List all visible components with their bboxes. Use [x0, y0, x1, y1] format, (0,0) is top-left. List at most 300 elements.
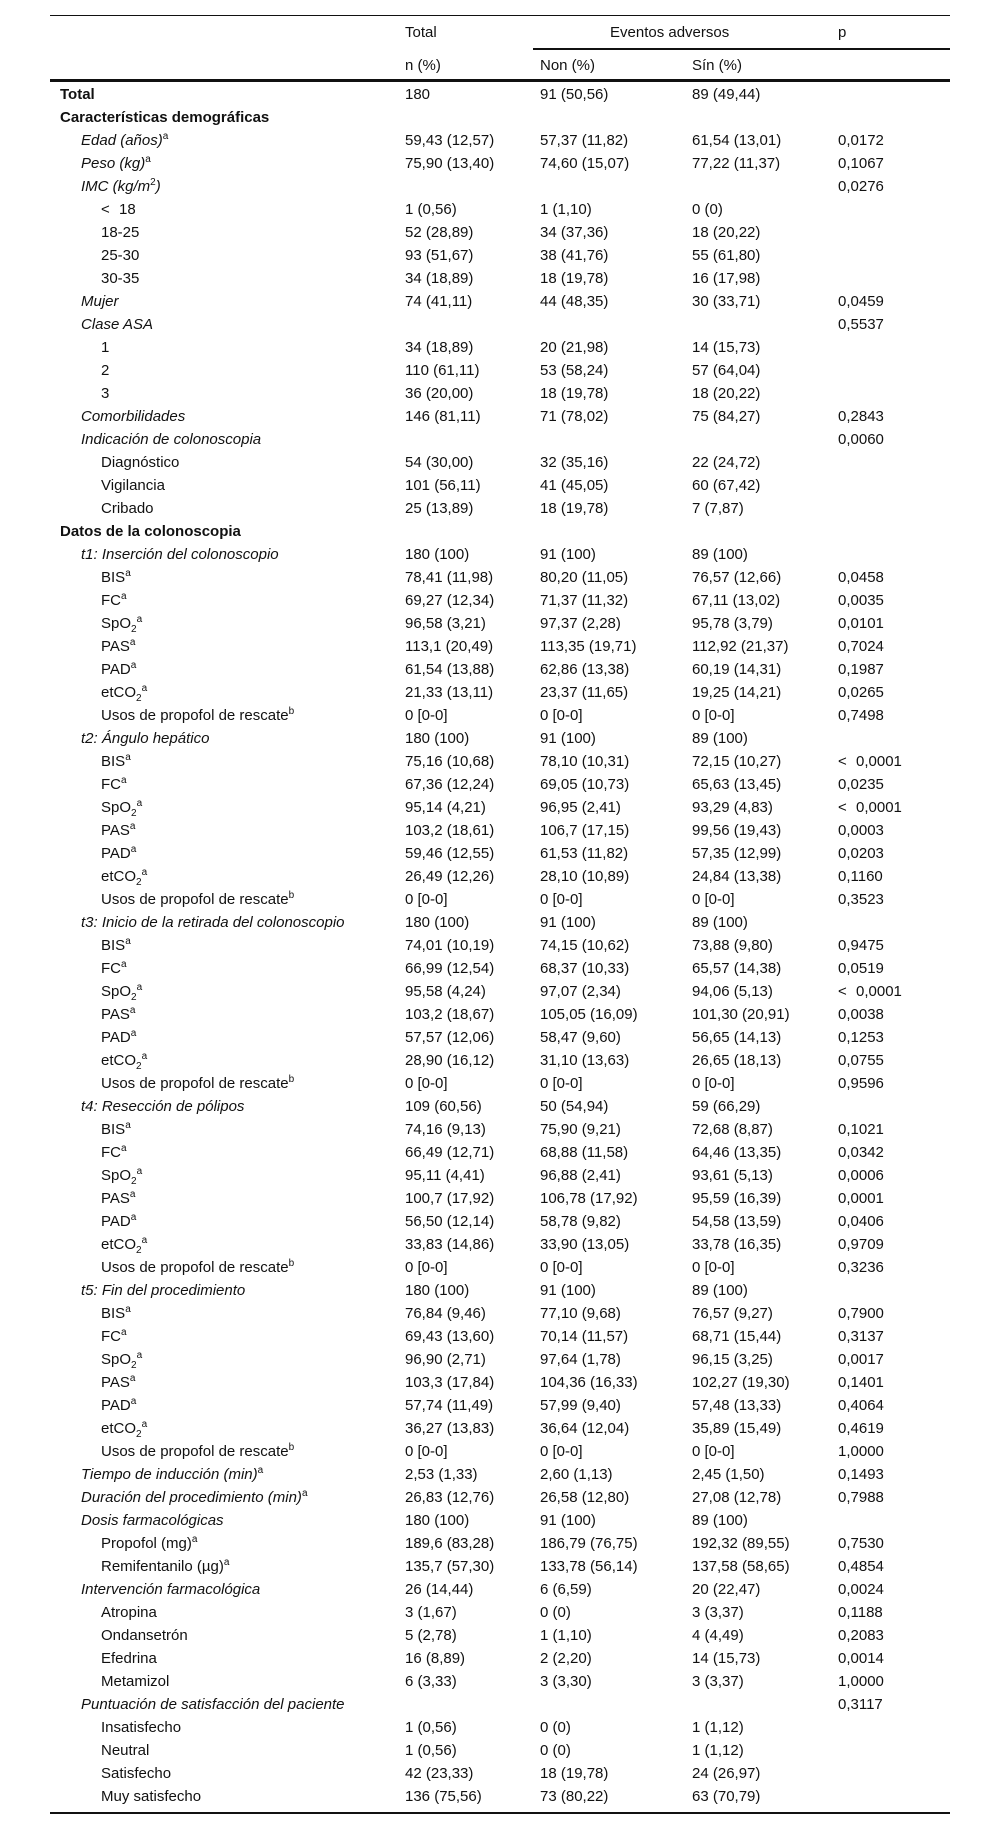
row-label — [101, 336, 109, 359]
footnote-marker: a — [129, 1373, 136, 1384]
cell-p-value — [838, 1141, 884, 1164]
cell-total: 103,2 (18,61) — [405, 822, 495, 839]
cell-total: 69,27 (12,34) — [405, 592, 495, 609]
row-label — [101, 474, 165, 497]
subvariable-row — [50, 796, 950, 819]
cell-total: 0 [0-0] — [405, 1075, 448, 1092]
less-than-sign: < — [838, 983, 847, 1000]
cell-total: 2,53 (1,33) — [405, 1466, 478, 1483]
row-label — [101, 1716, 181, 1739]
less-than-sign: < — [101, 201, 110, 218]
cell-p-value — [838, 1072, 884, 1095]
cell-total: 136 (75,56) — [405, 1788, 482, 1805]
cell-non: 91 (100) — [540, 1512, 596, 1529]
subvariable-row — [50, 474, 950, 497]
cell-non: 91 (100) — [540, 730, 596, 747]
cell-non: 33,90 (13,05) — [540, 1236, 630, 1253]
cell-non: 2,60 (1,13) — [540, 1466, 613, 1483]
subvariable-row — [50, 1003, 950, 1026]
cell-total: 100,7 (17,92) — [405, 1190, 495, 1207]
row-label-tail: ) — [155, 178, 161, 195]
subvariable-row — [50, 1164, 950, 1187]
row-label-text: etCO — [101, 1420, 137, 1437]
cell-non: 91 (100) — [540, 914, 596, 931]
cell-non: 34 (37,36) — [540, 224, 609, 241]
header-n-percent: n (%) — [405, 57, 441, 74]
subvariable-row — [50, 1440, 950, 1463]
row-label — [81, 543, 279, 566]
row-label-text: etCO — [101, 684, 137, 701]
p-value-text: 0,4854 — [838, 1558, 884, 1575]
cell-total: 180 (100) — [405, 1282, 470, 1299]
cell-p-value — [838, 1026, 884, 1049]
cell-p-value — [838, 658, 884, 681]
cell-total: 180 (100) — [405, 914, 470, 931]
footnote-marker: a — [129, 637, 136, 648]
cell-non: 0 (0) — [540, 1719, 571, 1736]
cell-p-value — [838, 750, 902, 773]
row-label-text: 25-30 — [101, 247, 140, 264]
subvariable-row — [50, 1371, 950, 1394]
cell-total: 26,49 (12,26) — [405, 868, 495, 885]
row-label-text: FC — [101, 1144, 121, 1161]
cell-non: 57,99 (9,40) — [540, 1397, 621, 1414]
row-label-text: PAS — [101, 1374, 130, 1391]
row-label — [101, 1670, 169, 1693]
row-label — [101, 842, 136, 865]
cell-p-value — [838, 589, 884, 612]
cell-p-value — [838, 1440, 884, 1463]
cell-total: 1 (0,56) — [405, 1742, 457, 1759]
footnote-marker: a — [257, 1465, 264, 1476]
row-label — [101, 497, 154, 520]
cell-sin: 0 [0-0] — [692, 1075, 735, 1092]
footnote-marker: a — [125, 752, 131, 763]
row-label-text: Mujer — [81, 293, 119, 310]
cell-non: 68,37 (10,33) — [540, 960, 630, 977]
cell-non: 31,10 (13,63) — [540, 1052, 630, 1069]
footnote-marker: a — [121, 959, 127, 970]
cell-p-value — [838, 313, 884, 336]
row-label-text: Intervención farmacológica — [81, 1581, 261, 1598]
row-label — [101, 1647, 157, 1670]
row-label-text: Usos de propofol de rescate — [101, 1259, 289, 1276]
row-label-text: SpO — [101, 799, 132, 816]
cell-total: 0 [0-0] — [405, 707, 448, 724]
subvariable-row — [50, 1348, 950, 1371]
row-label-text: FC — [101, 776, 121, 793]
cell-sin: 57,48 (13,33) — [692, 1397, 782, 1414]
cell-total: 0 [0-0] — [405, 1443, 448, 1460]
row-label — [101, 980, 142, 1003]
subscript: 2 — [131, 992, 137, 1003]
row-label — [81, 1509, 224, 1532]
cell-total: 0 [0-0] — [405, 891, 448, 908]
cell-sin: 24 (26,97) — [692, 1765, 761, 1782]
cell-total: 78,41 (11,98) — [405, 569, 494, 586]
row-label — [101, 888, 294, 911]
cell-sin: 0 [0-0] — [692, 1259, 735, 1276]
subscript: 2 — [136, 1245, 142, 1256]
subvariable-row — [50, 1762, 950, 1785]
p-value-text: 0,0001 — [856, 983, 902, 1000]
cell-total: 74 (41,11) — [405, 293, 473, 310]
cell-non: 18 (19,78) — [540, 500, 609, 517]
cell-sin: 7 (7,87) — [692, 500, 744, 517]
subvariable-row — [50, 244, 950, 267]
cell-total: 5 (2,78) — [405, 1627, 457, 1644]
cell-total: 57,74 (11,49) — [405, 1397, 494, 1414]
subvariable-row — [50, 497, 950, 520]
cell-non: 80,20 (11,05) — [540, 569, 629, 586]
subvariable-row — [50, 1785, 950, 1808]
header-adverse-events: Eventos adversos — [610, 24, 730, 41]
footnote-marker: a — [136, 982, 143, 993]
cell-sin: 89 (100) — [692, 730, 748, 747]
row-label — [101, 1210, 136, 1233]
footnote-marker: a — [136, 1350, 143, 1361]
cell-total: 67,36 (12,24) — [405, 776, 495, 793]
subvariable-row — [50, 658, 950, 681]
cell-total: 59,43 (12,57) — [405, 132, 495, 149]
p-value-text: 0,0755 — [838, 1052, 884, 1069]
cell-sin: 35,89 (15,49) — [692, 1420, 782, 1437]
row-label — [101, 589, 127, 612]
cell-sin: 30 (33,71) — [692, 293, 761, 310]
row-label — [101, 1256, 294, 1279]
cell-total: 189,6 (83,28) — [405, 1535, 495, 1552]
footnote-marker: a — [141, 1051, 148, 1062]
row-label — [81, 1463, 263, 1486]
cell-sin: 96,15 (3,25) — [692, 1351, 773, 1368]
footnote-marker: a — [145, 154, 151, 165]
cell-p-value — [838, 1118, 884, 1141]
row-label — [101, 451, 179, 474]
row-label-text: Vigilancia — [101, 477, 165, 494]
cell-sin: 99,56 (19,43) — [692, 822, 782, 839]
cell-non: 58,78 (9,82) — [540, 1213, 621, 1230]
row-label-text: Ondansetrón — [101, 1627, 188, 1644]
cell-p-value — [838, 1210, 884, 1233]
row-label-text: PAS — [101, 822, 130, 839]
cell-p-value — [838, 934, 884, 957]
variable-row — [50, 313, 950, 336]
cell-p-value — [838, 704, 884, 727]
cell-non: 73 (80,22) — [540, 1788, 609, 1805]
cell-non: 18 (19,78) — [540, 385, 609, 402]
cell-total: 56,50 (12,14) — [405, 1213, 495, 1230]
row-label — [60, 520, 241, 543]
subvariable-row — [50, 1670, 950, 1693]
cell-non: 97,64 (1,78) — [540, 1351, 621, 1368]
footnote-marker: a — [129, 1005, 136, 1016]
cell-sin: 93,61 (5,13) — [692, 1167, 773, 1184]
subvariable-row — [50, 957, 950, 980]
row-label — [101, 244, 139, 267]
cell-p-value — [838, 566, 884, 589]
row-label — [101, 1187, 135, 1210]
cell-non: 91 (50,56) — [540, 86, 609, 103]
cell-p-value — [838, 1532, 884, 1555]
cell-sin: 95,59 (16,39) — [692, 1190, 782, 1207]
cell-non: 6 (6,59) — [540, 1581, 592, 1598]
cell-non: 61,53 (11,82) — [540, 845, 629, 862]
row-label — [81, 428, 261, 451]
footnote-marker: b — [288, 1074, 295, 1085]
row-label-text: PAD — [101, 1397, 131, 1414]
row-label-text: Efedrina — [101, 1650, 157, 1667]
cell-p-value — [838, 1049, 884, 1072]
cell-total: 28,90 (16,12) — [405, 1052, 495, 1069]
row-label-text: Indicación de colonoscopia — [81, 431, 262, 448]
row-label-text: t1: Inserción del colonoscopio — [81, 546, 279, 563]
cell-non: 97,07 (2,34) — [540, 983, 621, 1000]
cell-total: 34 (18,89) — [405, 270, 474, 287]
footnote-marker: a — [141, 683, 148, 694]
cell-non: 38 (41,76) — [540, 247, 609, 264]
p-value-text: 0,0342 — [838, 1144, 884, 1161]
row-label — [81, 313, 153, 336]
cell-non: 57,37 (11,82) — [540, 132, 629, 149]
cell-p-value — [838, 428, 884, 451]
row-label — [101, 612, 142, 635]
cell-sin: 65,57 (14,38) — [692, 960, 782, 977]
cell-total: 69,43 (13,60) — [405, 1328, 495, 1345]
row-label — [81, 1279, 245, 1302]
cell-total: 66,49 (12,71) — [405, 1144, 495, 1161]
p-value-text: 0,0024 — [838, 1581, 884, 1598]
subvariable-row — [50, 635, 950, 658]
row-label-text: 1 — [101, 339, 110, 356]
subscript: 2 — [136, 877, 142, 888]
footnote-marker: b — [288, 890, 295, 901]
subvariable-row — [50, 842, 950, 865]
p-value-text: 0,9596 — [838, 1075, 884, 1092]
cell-non: 18 (19,78) — [540, 1765, 609, 1782]
subvariable-row — [50, 589, 950, 612]
cell-sin: 65,63 (13,45) — [692, 776, 782, 793]
cell-sin: 3 (3,37) — [692, 1673, 744, 1690]
row-label — [101, 221, 139, 244]
p-value-text: 0,7498 — [838, 707, 884, 724]
variable-row — [50, 1693, 950, 1716]
cell-sin: 77,22 (11,37) — [692, 155, 781, 172]
row-label — [101, 1532, 197, 1555]
row-label — [101, 566, 131, 589]
cell-p-value — [838, 1555, 884, 1578]
cell-p-value — [838, 1578, 884, 1601]
header-bottom-rule — [50, 79, 950, 82]
cell-p-value — [838, 1693, 883, 1716]
cell-p-value — [838, 1348, 884, 1371]
footnote-marker: a — [136, 614, 143, 625]
row-label-text: 18 — [119, 201, 136, 218]
cell-total: 180 (100) — [405, 546, 470, 563]
row-label-text: etCO — [101, 1052, 137, 1069]
cell-non: 78,10 (10,31) — [540, 753, 630, 770]
cell-sin: 54,58 (13,59) — [692, 1213, 782, 1230]
section-header-row — [50, 520, 950, 543]
row-label-text: PAS — [101, 1190, 130, 1207]
cell-total: 75,90 (13,40) — [405, 155, 495, 172]
footnote-marker: a — [125, 568, 131, 579]
cell-sin: 89 (100) — [692, 1512, 748, 1529]
cell-total: 95,14 (4,21) — [405, 799, 486, 816]
cell-total: 52 (28,89) — [405, 224, 474, 241]
cell-sin: 60 (67,42) — [692, 477, 761, 494]
cell-p-value — [838, 1624, 884, 1647]
row-label — [81, 175, 161, 198]
section-header-row — [50, 83, 950, 106]
cell-total: 61,54 (13,88) — [405, 661, 495, 678]
cell-sin: 192,32 (89,55) — [692, 1535, 790, 1552]
row-label-text: PAD — [101, 1029, 131, 1046]
row-label-text: t5: Fin del procedimiento — [81, 1282, 246, 1299]
cell-non: 0 [0-0] — [540, 1259, 583, 1276]
cell-p-value — [838, 1647, 884, 1670]
subvariable-row — [50, 1601, 950, 1624]
cell-p-value — [838, 1670, 884, 1693]
row-label — [81, 1578, 260, 1601]
p-value-text: 0,1160 — [838, 868, 883, 885]
row-label — [101, 1555, 229, 1578]
row-label — [81, 405, 185, 428]
cell-sin: 2,45 (1,50) — [692, 1466, 765, 1483]
row-label — [101, 359, 109, 382]
cell-total: 95,58 (4,24) — [405, 983, 486, 1000]
cell-p-value — [838, 819, 884, 842]
p-value-text: 0,0203 — [838, 845, 884, 862]
cell-non: 32 (35,16) — [540, 454, 609, 471]
cell-total: 0 [0-0] — [405, 1259, 448, 1276]
cell-total: 36,27 (13,83) — [405, 1420, 495, 1437]
subvariable-row — [50, 198, 950, 221]
subscript: 2 — [131, 808, 137, 819]
subvariable-row — [50, 336, 950, 359]
cell-sin: 72,15 (10,27) — [692, 753, 782, 770]
cell-p-value — [838, 1325, 884, 1348]
cell-sin: 0 [0-0] — [692, 1443, 735, 1460]
cell-total: 75,16 (10,68) — [405, 753, 495, 770]
subvariable-row — [50, 1302, 950, 1325]
row-label-text: FC — [101, 1328, 121, 1345]
p-value-text: 0,4064 — [838, 1397, 884, 1414]
variable-row — [50, 405, 950, 428]
row-label-text: etCO — [101, 868, 137, 885]
cell-sin: 95,78 (3,79) — [692, 615, 773, 632]
cell-p-value — [838, 1601, 883, 1624]
row-label — [101, 1440, 294, 1463]
cell-non: 1 (1,10) — [540, 201, 592, 218]
cell-p-value — [838, 1164, 884, 1187]
cell-non: 105,05 (16,09) — [540, 1006, 638, 1023]
row-label — [101, 267, 139, 290]
row-label — [81, 911, 345, 934]
row-label — [101, 750, 131, 773]
less-than-sign: < — [838, 799, 847, 816]
cell-sin: 89 (49,44) — [692, 86, 761, 103]
footnote-marker: a — [130, 1028, 137, 1039]
subvariable-row — [50, 750, 950, 773]
cell-non: 1 (1,10) — [540, 1627, 592, 1644]
cell-p-value — [838, 612, 884, 635]
row-label-text: t4: Resección de pólipos — [81, 1098, 245, 1115]
cell-p-value — [838, 773, 884, 796]
table-body — [50, 83, 950, 1808]
footnote-marker: a — [129, 1189, 136, 1200]
p-value-text: 0,0519 — [838, 960, 884, 977]
cell-sin: 33,78 (16,35) — [692, 1236, 782, 1253]
cell-total: 21,33 (13,11) — [405, 684, 494, 701]
footnote-marker: a — [136, 1166, 143, 1177]
footnote-marker: a — [191, 1534, 198, 1545]
subvariable-row — [50, 934, 950, 957]
footnote-marker: a — [162, 131, 169, 142]
cell-total: 6 (3,33) — [405, 1673, 457, 1690]
row-label — [101, 1072, 294, 1095]
p-value-text: 0,0001 — [856, 799, 902, 816]
cell-sin: 59 (66,29) — [692, 1098, 761, 1115]
cell-sin: 1 (1,12) — [692, 1719, 744, 1736]
cell-sin: 61,54 (13,01) — [692, 132, 782, 149]
p-value-text: 0,0459 — [838, 293, 884, 310]
cell-non: 74,60 (15,07) — [540, 155, 630, 172]
subvariable-row — [50, 221, 950, 244]
cell-sin: 0 [0-0] — [692, 891, 735, 908]
header-non: Non (%) — [540, 57, 596, 74]
p-value-text: 0,1188 — [838, 1604, 883, 1621]
row-label-text: PAD — [101, 661, 131, 678]
row-label-text: FC — [101, 960, 121, 977]
cell-sin: 0 [0-0] — [692, 707, 735, 724]
cell-non: 104,36 (16,33) — [540, 1374, 638, 1391]
row-label — [101, 1302, 131, 1325]
header-p: p — [838, 24, 847, 41]
cell-total: 74,16 (9,13) — [405, 1121, 486, 1138]
row-label — [101, 1233, 147, 1256]
row-label — [81, 290, 119, 313]
cell-sin: 1 (1,12) — [692, 1742, 744, 1759]
cell-total: 74,01 (10,19) — [405, 937, 495, 954]
cell-p-value — [838, 1256, 884, 1279]
cell-total: 26,83 (12,76) — [405, 1489, 495, 1506]
p-value-text: 0,3236 — [838, 1259, 884, 1276]
cell-total: 57,57 (12,06) — [405, 1029, 495, 1046]
row-label-text: etCO — [101, 1236, 137, 1253]
row-label — [101, 635, 135, 658]
cell-p-value — [838, 1486, 884, 1509]
p-value-text: 0,2083 — [838, 1627, 884, 1644]
cell-non: 77,10 (9,68) — [540, 1305, 621, 1322]
cell-sin: 4 (4,49) — [692, 1627, 744, 1644]
row-label — [101, 658, 136, 681]
row-label — [101, 796, 142, 819]
cell-p-value — [838, 1394, 884, 1417]
row-label — [101, 1624, 188, 1647]
p-value-text: 0,0235 — [838, 776, 884, 793]
p-value-text: 0,0014 — [838, 1650, 884, 1667]
subvariable-row — [50, 1325, 950, 1348]
footnote-marker: a — [121, 775, 127, 786]
p-value-text: 0,0001 — [838, 1190, 884, 1207]
row-label-text: Propofol (mg) — [101, 1535, 192, 1552]
cell-total: 16 (8,89) — [405, 1650, 466, 1667]
subscript: 2 — [131, 1360, 137, 1371]
row-label — [101, 1394, 136, 1417]
cell-total: 95,11 (4,41) — [405, 1167, 485, 1184]
footnote-marker: b — [288, 1442, 295, 1453]
row-label-text: Edad (años) — [81, 132, 163, 149]
